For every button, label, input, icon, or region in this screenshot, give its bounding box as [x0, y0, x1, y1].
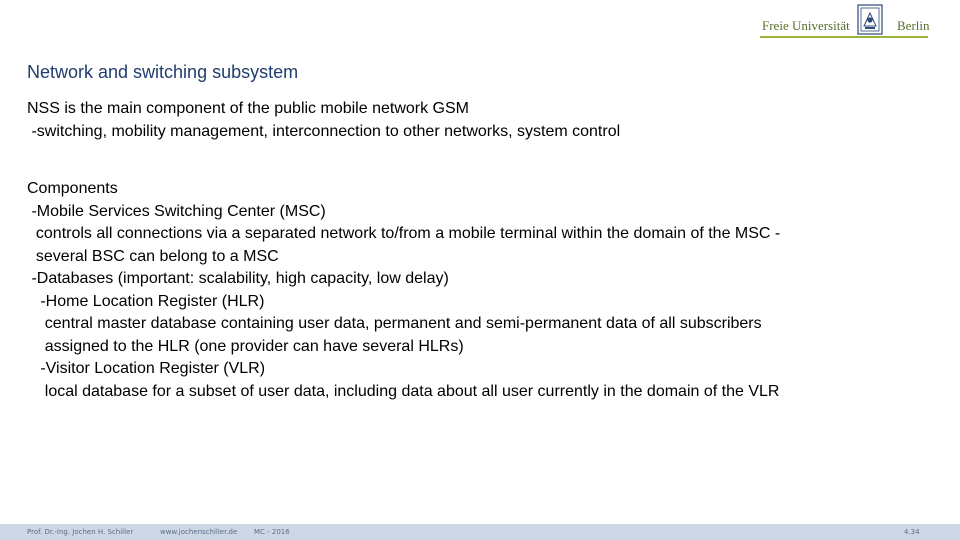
- body-line: -Mobile Services Switching Center (MSC): [27, 202, 326, 220]
- body-line: NSS is the main component of the public mobile network GSM: [27, 100, 469, 117]
- body-line: -Visitor Location Register (VLR): [27, 360, 266, 377]
- body-line: -switching, mobility management, interconnection to other networks, system control: [27, 122, 621, 140]
- body-line: Components: [27, 180, 118, 197]
- body-line: local database for a subset of user data, including data about all user currently in the domain of the VLR: [27, 382, 780, 400]
- footer-course: MC - 2016: [254, 528, 290, 536]
- footer-page-number: 4.34: [904, 528, 920, 536]
- footer-website: www.jochenschiller.de: [160, 528, 238, 536]
- body-line: assigned to the HLR (one provider can have several HLRs): [27, 337, 464, 355]
- university-logo: [760, 4, 928, 38]
- body-line: -Home Location Register (HLR): [27, 292, 265, 310]
- body-line: -Databases (important: scalability, high capacity, low delay): [27, 270, 449, 287]
- logo-rule: [760, 36, 928, 38]
- logo-text-left: Freie Universität: [762, 18, 850, 33]
- footer-bar: [0, 524, 960, 540]
- slide-body: [27, 98, 927, 403]
- university-seal-icon: [850, 4, 890, 36]
- logo-text-right: Berlin: [897, 18, 930, 33]
- paragraph-gap: [27, 143, 927, 178]
- body-line: central master database containing user data, permanent and semi-permanent data of all subscribers: [27, 315, 762, 332]
- slide-title: Network and switching subsystem: [27, 62, 299, 82]
- body-line: several BSC can belong to a MSC: [27, 247, 279, 265]
- footer-author: Prof. Dr.-Ing. Jochen H. Schiller: [27, 528, 134, 536]
- body-line: controls all connections via a separated network to/from a mobile terminal within the domain of the MSC -: [27, 225, 781, 242]
